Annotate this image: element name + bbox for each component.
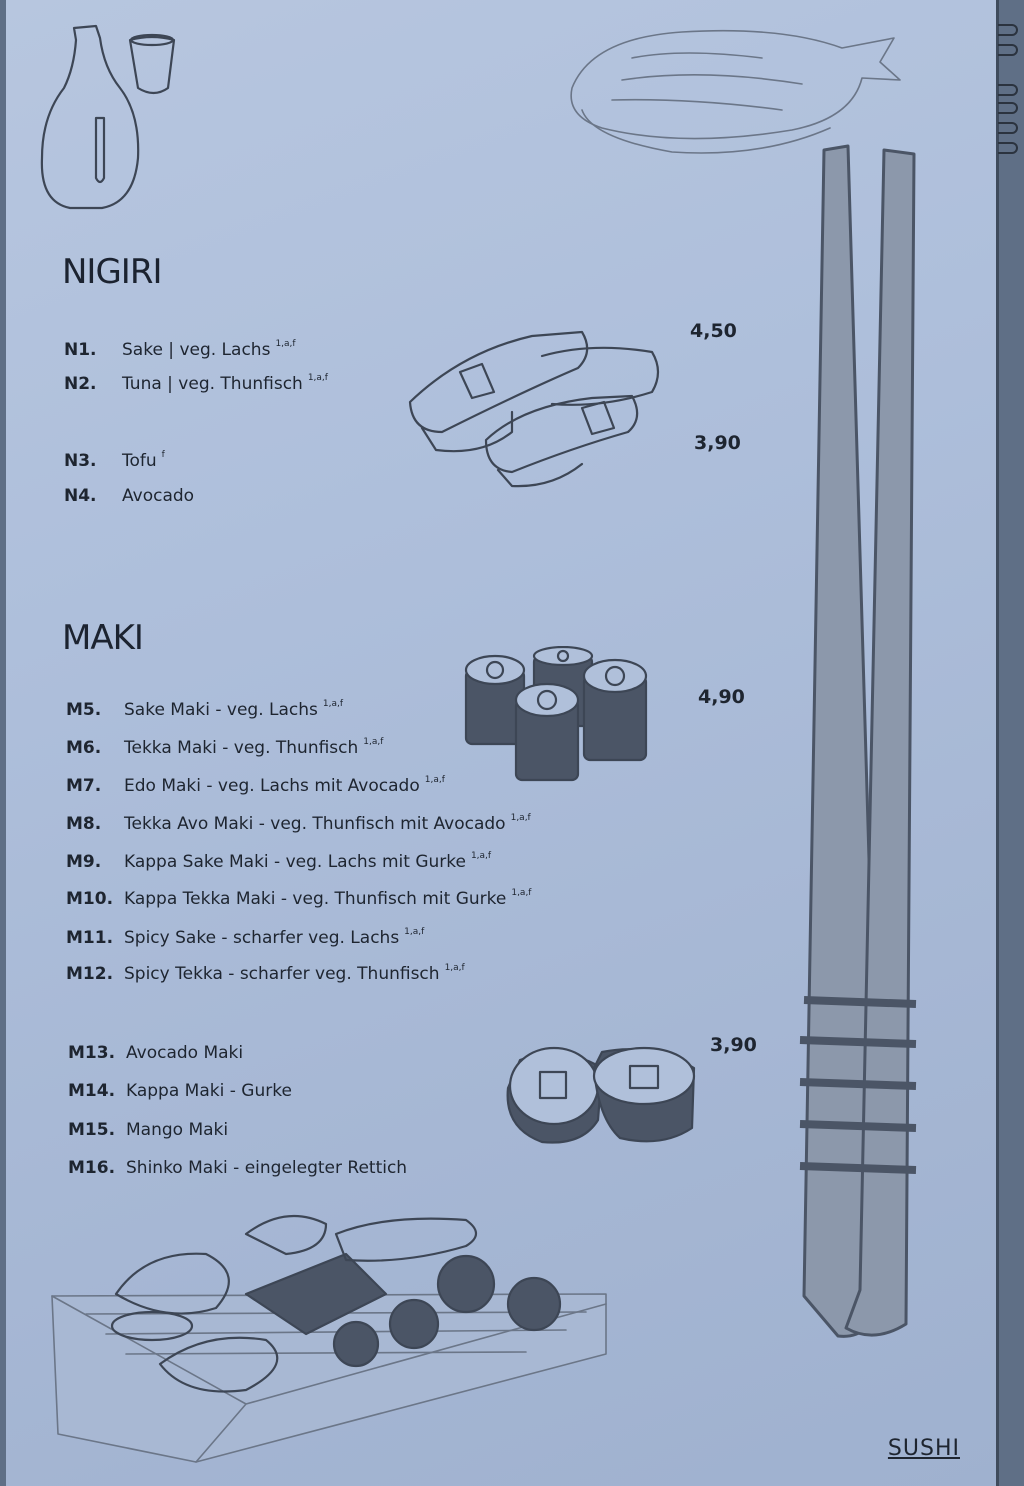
item-code: M9. [66,852,102,872]
item-name: Mango Maki [126,1120,229,1140]
item-code: M15. [68,1120,116,1140]
item-name: Sake | veg. Lachs [122,340,271,360]
item-allergens: 1,a,f [322,699,344,709]
binding-ring [998,44,1018,56]
item-name: Kappa Maki - Gurke [126,1081,292,1101]
item-allergens: 1,a,f [424,775,445,785]
item-allergens: 1,a,f [404,927,425,937]
menu-item [68,1158,407,1184]
menu-page [6,0,999,1486]
chopsticks-icon [766,110,926,1350]
item-allergens: 1,a,f [511,888,532,898]
item-code: M8. [66,814,102,834]
item-code: M14. [68,1081,116,1101]
item-code: M16. [68,1158,116,1178]
binding-ring [998,102,1018,114]
item-name: Tuna | veg. Thunfisch [122,374,303,394]
item-name: Tofu [122,451,157,471]
menu-item [66,964,465,990]
item-name: Shinko Maki - eingelegter Rettich [126,1158,408,1178]
menu-item [66,928,424,954]
menu-item [68,1120,228,1146]
item-allergens: 1,a,f [363,737,384,747]
binding-ring [998,122,1018,134]
item-allergens: 1,a,f [444,963,465,973]
maki-rolls-icon [460,646,670,786]
item-allergens: 1,a,f [510,813,531,823]
item-name: Spicy Sake - scharfer veg. Lachs [124,928,400,948]
item-code: N4. [64,486,97,506]
item-name: Kappa Tekka Maki - veg. Thunfisch mit Gurke [124,889,507,909]
item-code: M6. [66,738,102,758]
menu-item [66,814,531,840]
item-name: Kappa Sake Maki - veg. Lachs mit Gurke [124,852,466,872]
item-code: N3. [64,451,97,471]
price-label: 4,90 [698,686,745,708]
price-label: 3,90 [694,432,741,454]
item-code: M12. [66,964,114,984]
item-name: Avocado Maki [126,1043,244,1063]
menu-item [64,374,328,400]
item-name: Tekka Avo Maki - veg. Thunfisch mit Avocado [124,814,506,834]
item-name: Spicy Tekka - scharfer veg. Thunfisch [124,964,440,984]
sushi-board-icon [46,1194,616,1464]
section-title-maki: MAKI [62,618,143,658]
item-name: Tekka Maki - veg. Thunfisch [124,738,359,758]
item-name: Edo Maki - veg. Lachs mit Avocado [124,776,420,796]
item-code: M11. [66,928,114,948]
menu-item [64,451,165,477]
menu-item [68,1043,243,1069]
item-allergens: 1,a,f [470,851,492,861]
binding-ring [998,24,1018,36]
item-code: M10. [66,889,114,909]
item-code: N1. [64,340,97,360]
menu-item [64,486,194,512]
menu-item [66,852,491,878]
binding-ring [998,84,1018,96]
item-code: M5. [66,700,102,720]
item-allergens: 1,a,f [275,339,296,349]
sake-bottle-icon [34,18,184,218]
menu-item [64,340,296,366]
menu-item [66,889,531,915]
price-label: 3,90 [710,1034,757,1056]
item-allergens: 1,a,f [307,373,328,383]
price-label: 4,50 [690,320,737,342]
menu-item [66,700,343,726]
section-footer: SUSHI [887,1436,960,1461]
menu-item [68,1081,292,1107]
maki-pair-icon [502,1038,702,1148]
binding-ring [998,142,1018,154]
item-code: M7. [66,776,102,796]
item-name: Sake Maki - veg. Lachs [124,700,318,720]
nigiri-icon [402,312,682,492]
menu-item [66,776,445,802]
item-code: N2. [64,374,97,394]
item-allergens: f [161,450,165,460]
item-name: Avocado [122,486,195,506]
section-title-nigiri: NIGIRI [62,252,162,292]
menu-item [66,738,383,764]
item-code: M13. [68,1043,116,1063]
